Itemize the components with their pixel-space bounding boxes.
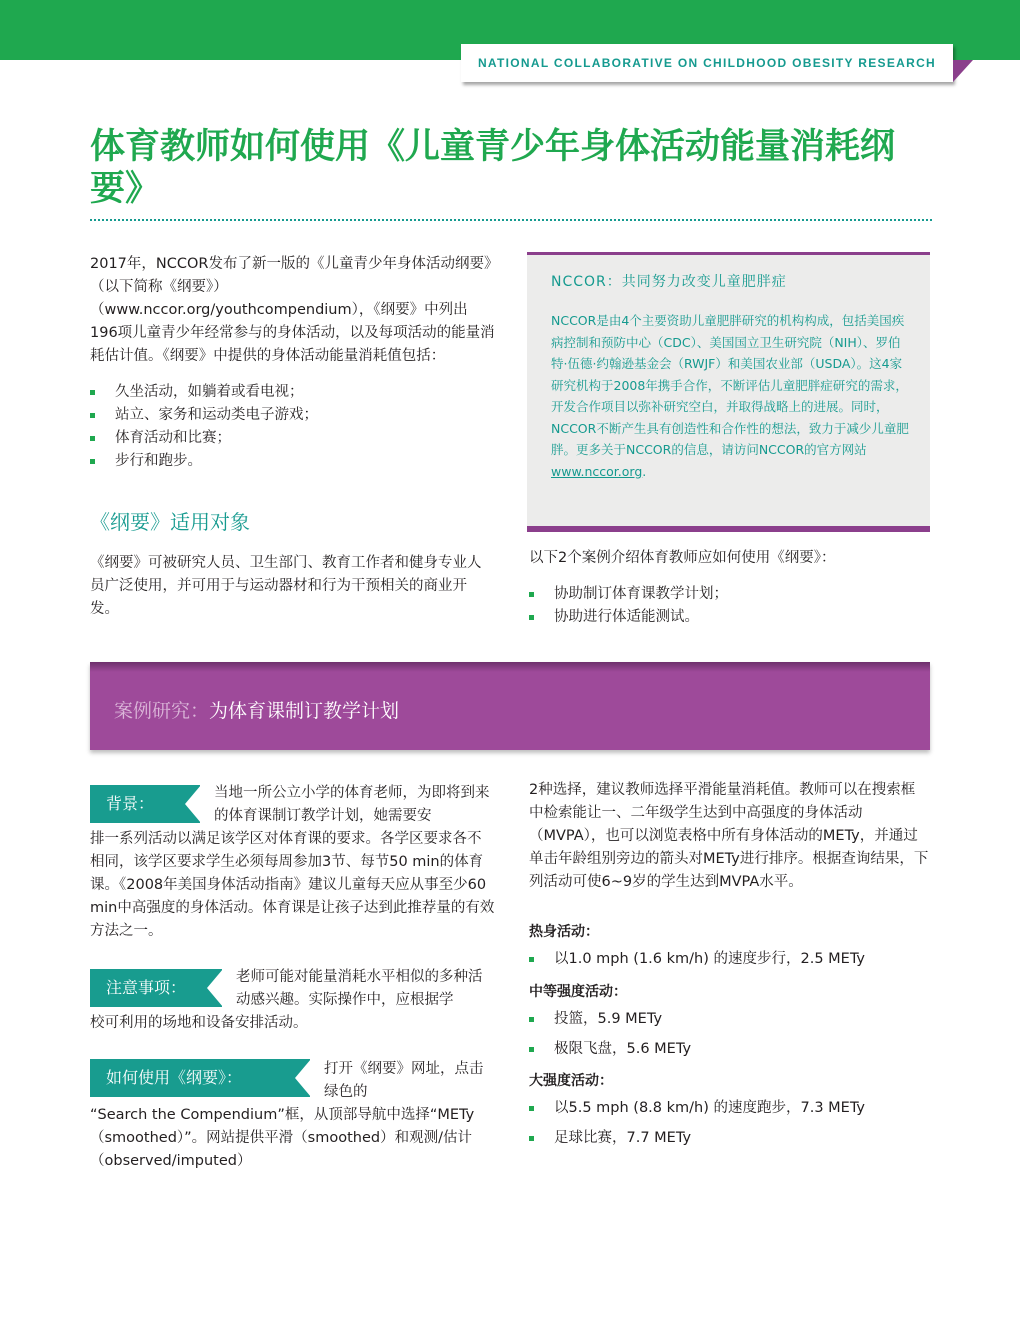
- warmup-list: [527, 948, 927, 978]
- list-item-text: 久坐活动，如躺着或看电视；: [115, 384, 304, 400]
- list-item: [527, 1097, 927, 1127]
- note-text-2: 校可利用的场地和设备安排活动。: [90, 1015, 308, 1031]
- banner-title-text: 为体育课制订教学计划: [209, 700, 400, 722]
- how-label: 如何使用《纲要》：: [106, 1068, 243, 1087]
- background-text-2: 排一系列活动以满足该学区对体育课的要求。各学区要求各不相同，该学区要求学生必须每周参加3节、每节50 min的体育课。《2008年美国身体活动指南》建议儿童每天应从事至少60 min中高强度的身体活动。体育课是让孩子达到此推荐量的有效方法之一。: [90, 831, 495, 939]
- list-item-text: 极限飞盘，5.6 METy: [554, 1041, 692, 1057]
- bullet-icon: [529, 957, 534, 962]
- background-text-1: 当地一所公立小学的体育老师，为即将到来的体育课制订教学计划，她需要安: [214, 785, 490, 824]
- how-label-tag: [90, 1059, 310, 1097]
- bullet-icon: [90, 459, 95, 464]
- how-text-1: 打开《纲要》网址，点击绿色的: [324, 1061, 484, 1100]
- tag-notch: [207, 969, 223, 1007]
- nccor-box-title: NCCOR：共同努力改变儿童肥胖症: [551, 274, 787, 290]
- bullet-icon: [529, 1106, 534, 1111]
- warmup-heading: 热身活动：: [529, 924, 599, 940]
- list-item: [88, 404, 488, 427]
- tag-notch: [295, 1059, 311, 1097]
- list-item: [527, 1127, 927, 1157]
- nccor-info-box: [527, 252, 930, 532]
- case-continued-text: 2种选择，建议教师选择平滑能量消耗值。教师可以在搜索框中检索能让一、二年级学生达到中高强度的身体活动（MVPA），也可以浏览表格中所有身体活动的METy，并通过单击年龄组别旁边的箭头对METy进行排序。根据查询结果，下列活动可使6~9岁的学生达到MVPA水平。: [529, 782, 929, 890]
- list-item-text: 协助进行体适能测试。: [554, 609, 699, 625]
- list-item-text: 以1.0 mph (1.6 km/h) 的速度步行，2.5 METy: [554, 951, 866, 967]
- list-item-text: 以5.5 mph (8.8 km/h) 的速度跑步，7.3 METy: [554, 1100, 866, 1116]
- list-item: [88, 381, 488, 404]
- audience-body: 《纲要》可被研究人员、卫生部门、教育工作者和健身专业人员广泛使用，并可用于与运动器材和行为干预相关的商业开发。: [90, 555, 482, 617]
- tag-notch: [185, 785, 201, 823]
- banner-shade: [90, 662, 930, 672]
- cases-intro: 以下2个案例介绍体育教师应如何使用《纲要》：: [529, 550, 836, 566]
- bullet-icon: [529, 592, 534, 597]
- bullet-icon: [529, 1047, 534, 1052]
- page-title: 体育教师如何使用《儿童青少年身体活动能量消耗纲要》: [90, 127, 896, 209]
- banner-lead: 案例研究：: [114, 700, 210, 722]
- list-item: [527, 1008, 927, 1038]
- header-tab-corner: [953, 60, 973, 82]
- list-item-text: 足球比赛，7.7 METy: [554, 1130, 692, 1146]
- list-item: [527, 1038, 927, 1068]
- list-item: [527, 606, 927, 629]
- nccor-website-link[interactable]: www.nccor.org: [551, 463, 643, 479]
- nccor-box-body: [551, 310, 911, 482]
- nccor-box-end: .: [642, 463, 647, 479]
- list-item-text: 协助制订体育课教学计划；: [554, 586, 728, 602]
- bullet-icon: [529, 1017, 534, 1022]
- bullet-icon: [90, 390, 95, 395]
- bullet-icon: [529, 615, 534, 620]
- moderate-list: [527, 1008, 927, 1068]
- audience-heading: 《纲要》适用对象: [90, 510, 250, 534]
- list-item-text: 体育活动和比赛；: [115, 430, 231, 446]
- background-label-tag: [90, 785, 200, 823]
- bullet-icon: [90, 413, 95, 418]
- org-name: NATIONAL COLLABORATIVE ON CHILDHOOD OBESITY RESEARCH: [477, 56, 937, 70]
- case-study-banner: [90, 662, 930, 750]
- background-label: 背景：: [106, 794, 155, 813]
- note-text-1: 老师可能对能量消耗水平相似的多种活动感兴趣。实际操作中，应根据学: [236, 969, 483, 1008]
- activity-types-list: [88, 381, 488, 473]
- list-item: [527, 948, 927, 978]
- cases-list: [527, 583, 927, 629]
- title-divider: [90, 219, 932, 221]
- intro-paragraph: 2017年，NCCOR发布了新一版的《儿童青少年身体活动纲要》（以下简称《纲要》）（www.nccor.org/youthcompendium），《纲要》中列出196项儿童青少年经常参与的身体活动，以及每项活动的能量消耗估计值。《纲要》中提供的身体活动能量消耗值包括：: [90, 256, 495, 364]
- vigorous-list: [527, 1097, 927, 1157]
- bullet-icon: [90, 436, 95, 441]
- list-item: [88, 427, 488, 450]
- list-item-text: 站立、家务和运动类电子游戏；: [115, 407, 318, 423]
- moderate-heading: 中等强度活动：: [529, 984, 627, 1000]
- list-item-text: 步行和跑步。: [115, 453, 202, 469]
- vigorous-heading: 大强度活动：: [529, 1073, 613, 1089]
- bullet-icon: [529, 1136, 534, 1141]
- nccor-box-text: NCCOR是由4个主要资助儿童肥胖研究的机构构成，包括美国疾病控制和预防中心（CDC）、美国国立卫生研究院（NIH）、罗伯特·伍德·约翰逊基金会（RWJF）和美国农业部（USDA）。这4家研究机构于2008年携手合作，不断评估儿童肥胖症研究的需求，开发合作项目以弥补研究空白，并取得战略上的进展。同时，NCCOR不断产生具有创造性和合作性的想法，致力于减少儿童肥胖。更多关于NCCOR的信息，请访问NCCOR的官方网站: [551, 313, 909, 457]
- list-item-text: 投篮，5.9 METy: [554, 1011, 663, 1027]
- banner-title: [114, 696, 399, 723]
- note-label-tag: [90, 969, 222, 1007]
- note-label: 注意事项：: [106, 978, 187, 997]
- list-item: [527, 583, 927, 606]
- list-item: [88, 450, 488, 473]
- how-text-2: “Search the Compendium”框，从顶部导航中选择“METy（smoothed）”。网站提供平滑（smoothed）和观测/估计（observed/imputed）: [90, 1107, 475, 1169]
